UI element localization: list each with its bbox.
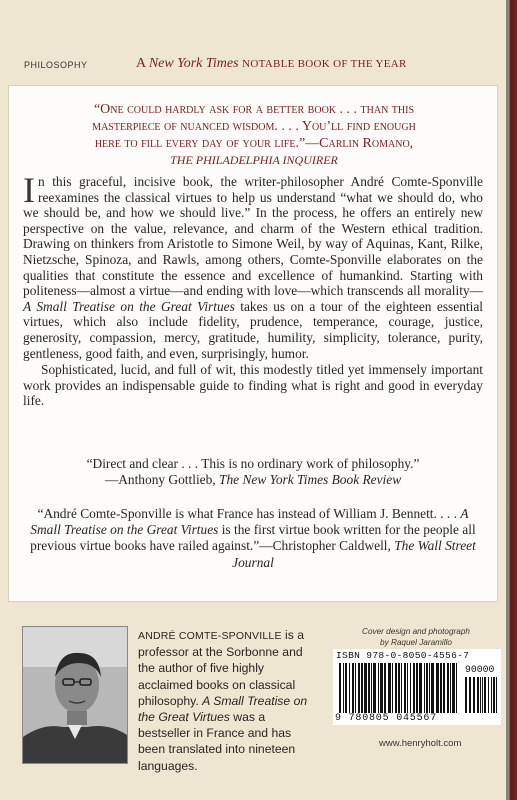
barcode-bar <box>388 663 391 713</box>
barcode-bar <box>416 663 418 713</box>
description-p1-b: takes us on a tour of the eighteen essential virtues, which also include fidelity, prudence, temperance, courage, justice, generosity, compassion, mercy, gratitude, humility, simplicity, tolerance, purity, gentleness, good faith, and even, surprisingly, humor. <box>23 298 483 361</box>
award-title-nyt: New York Times <box>148 56 239 71</box>
barcode-addon-bar <box>465 677 467 713</box>
blurb-gottlieb-author: —Anthony Gottlieb, <box>104 472 220 488</box>
author-bio-b: was a bestseller in France and has been translated into nineteen languages. <box>138 710 296 773</box>
barcode-bar <box>443 663 445 713</box>
barcode-bar <box>339 663 341 713</box>
publisher-website: www.henryholt.com <box>379 738 462 749</box>
price-code: 90000 <box>465 664 495 675</box>
blurb-caldwell-a: “André Comte-Sponville is what France has instead of William J. Bennett. . . . <box>37 506 461 521</box>
blurb-gottlieb-quote: “Direct and clear . . . This is no ordinary work of philosophy.” <box>86 456 420 471</box>
author-bio <box>138 627 318 774</box>
barcode-bar <box>352 663 354 713</box>
barcode-bar <box>404 663 406 713</box>
barcode-bar <box>410 663 411 713</box>
author-bio-title: A Small Treatise on the Great Virtues <box>138 693 308 725</box>
lead-quote-line2: masterpiece of nuanced wisdom. . . . You’ll find enough <box>92 119 416 134</box>
barcode-bar <box>424 663 425 713</box>
spine-edge <box>508 0 517 800</box>
description-p1-title: A Small Treatise on the Great Virtues <box>23 298 235 314</box>
barcode-addon-bar <box>482 677 483 713</box>
description-paragraph-1 <box>23 170 483 361</box>
barcode-bar <box>343 663 344 713</box>
barcode-bar <box>413 663 415 713</box>
lead-quote-source: THE PHILADELPHIA INQUIRER <box>170 153 338 167</box>
barcode-addon-bar <box>473 677 475 713</box>
barcode-addon-bar <box>484 677 486 713</box>
barcode-bar <box>371 663 372 713</box>
award-title <box>136 56 496 72</box>
blurb-gottlieb-attribution <box>27 472 479 488</box>
barcode-bar <box>456 663 457 713</box>
barcode-bar <box>407 663 408 713</box>
cover-credit-line1: Cover design and photograph <box>362 627 470 636</box>
barcode-bar <box>447 663 449 713</box>
author-photo <box>22 626 128 764</box>
barcode-bar <box>450 663 451 713</box>
barcode-bar <box>431 663 434 713</box>
blurb-gottlieb-source: The New York Times Book Review <box>219 472 402 488</box>
barcode-bar <box>401 663 402 713</box>
barcode-addon-bar <box>491 677 492 713</box>
description-p1-a: n this graceful, incisive book, the writer-philosopher André Comte-Sponville reexamines the classical virtues to help us understand “what we should do, who we should be, and how we should live.” In the process, he offers an entirely new perspective on the value, relevance, and charm of the Western ethical tradition. Drawing on thinkers from Aristotle to Simone Weil, by way of Aquinas, Kant, Rilke, Nietzsche, Spinoza, and Rawls, among others, Comte-Sponville elaborates on the qualities that constitute the essence and excellence of humankind. Starting with politeness—almost a virtue—and ending with love—which transcends all morality— <box>23 174 483 299</box>
lead-quote-line1: “One could hardly ask for a better book . . . than this <box>93 102 415 117</box>
category-label: PHILOSOPHY <box>24 60 88 70</box>
lead-quote <box>31 101 477 169</box>
drop-cap: I <box>23 170 35 210</box>
barcode-addon-bar <box>469 677 471 713</box>
barcode-bar <box>384 663 386 713</box>
barcode-bar <box>378 663 379 713</box>
barcode-bar <box>452 663 455 713</box>
barcode-addon-bar <box>496 677 497 713</box>
blurb-caldwell-source: The Wall Street Journal <box>232 538 476 570</box>
author-name: ANDRÉ COMTE-SPONVILLE <box>138 630 282 642</box>
barcode-bar <box>392 663 393 713</box>
barcode-bar <box>364 663 367 713</box>
barcode-addon-bar <box>480 677 481 713</box>
blurb-gottlieb <box>27 456 479 488</box>
lead-quote-line3: here to fill every day of your life.”—Carlin Romano, <box>94 136 414 151</box>
barcode-bar <box>361 663 363 713</box>
award-title-a: A <box>136 56 146 71</box>
barcode <box>333 649 501 725</box>
barcode-bar <box>373 663 376 713</box>
blurb-caldwell-title: A Small Treatise on the Great Virtues <box>30 506 469 538</box>
barcode-bar <box>440 663 442 713</box>
barcode-addon-bar <box>477 677 479 713</box>
barcode-bar <box>380 663 383 713</box>
cover-credit-line2: by Raquel Jaramillo <box>380 638 452 647</box>
description-panel <box>8 85 498 602</box>
barcode-bar <box>419 663 422 713</box>
barcode-bar <box>426 663 428 713</box>
blurb-caldwell-b: is the first virtue book written for the people all previous virtue books have railed against.”—Christopher Caldwell, <box>30 522 476 554</box>
barcode-bar <box>349 663 350 713</box>
cover-credit <box>332 626 500 648</box>
barcode-bar <box>368 663 370 713</box>
blurb-caldwell <box>27 506 479 571</box>
author-portrait-image <box>23 627 127 763</box>
description-paragraph-2: Sophisticated, lucid, and full of wit, this modestly titled yet immensely important work provides an indispensable guide to finding what is right and good in everyday life. <box>23 362 483 409</box>
ean-number: 9 780805 045567 <box>335 713 438 724</box>
barcode-bar <box>395 663 397 713</box>
barcode-bar <box>358 663 360 713</box>
award-title-rest: NOTABLE BOOK OF THE YEAR <box>242 58 407 70</box>
author-bio-a: is a professor at the Sorbonne and the author of five highly acclaimed books on classical philosophy. <box>138 628 305 708</box>
isbn-number: ISBN 978-0-8050-4556-7 <box>336 650 470 661</box>
barcode-bar <box>345 663 347 713</box>
barcode-addon-bar <box>488 677 489 713</box>
barcode-addon-bar <box>493 677 495 713</box>
book-description <box>23 170 483 409</box>
barcode-bar <box>436 663 439 713</box>
barcode-bar <box>429 663 430 713</box>
barcode-bar <box>355 663 356 713</box>
barcode-bar <box>398 663 400 713</box>
